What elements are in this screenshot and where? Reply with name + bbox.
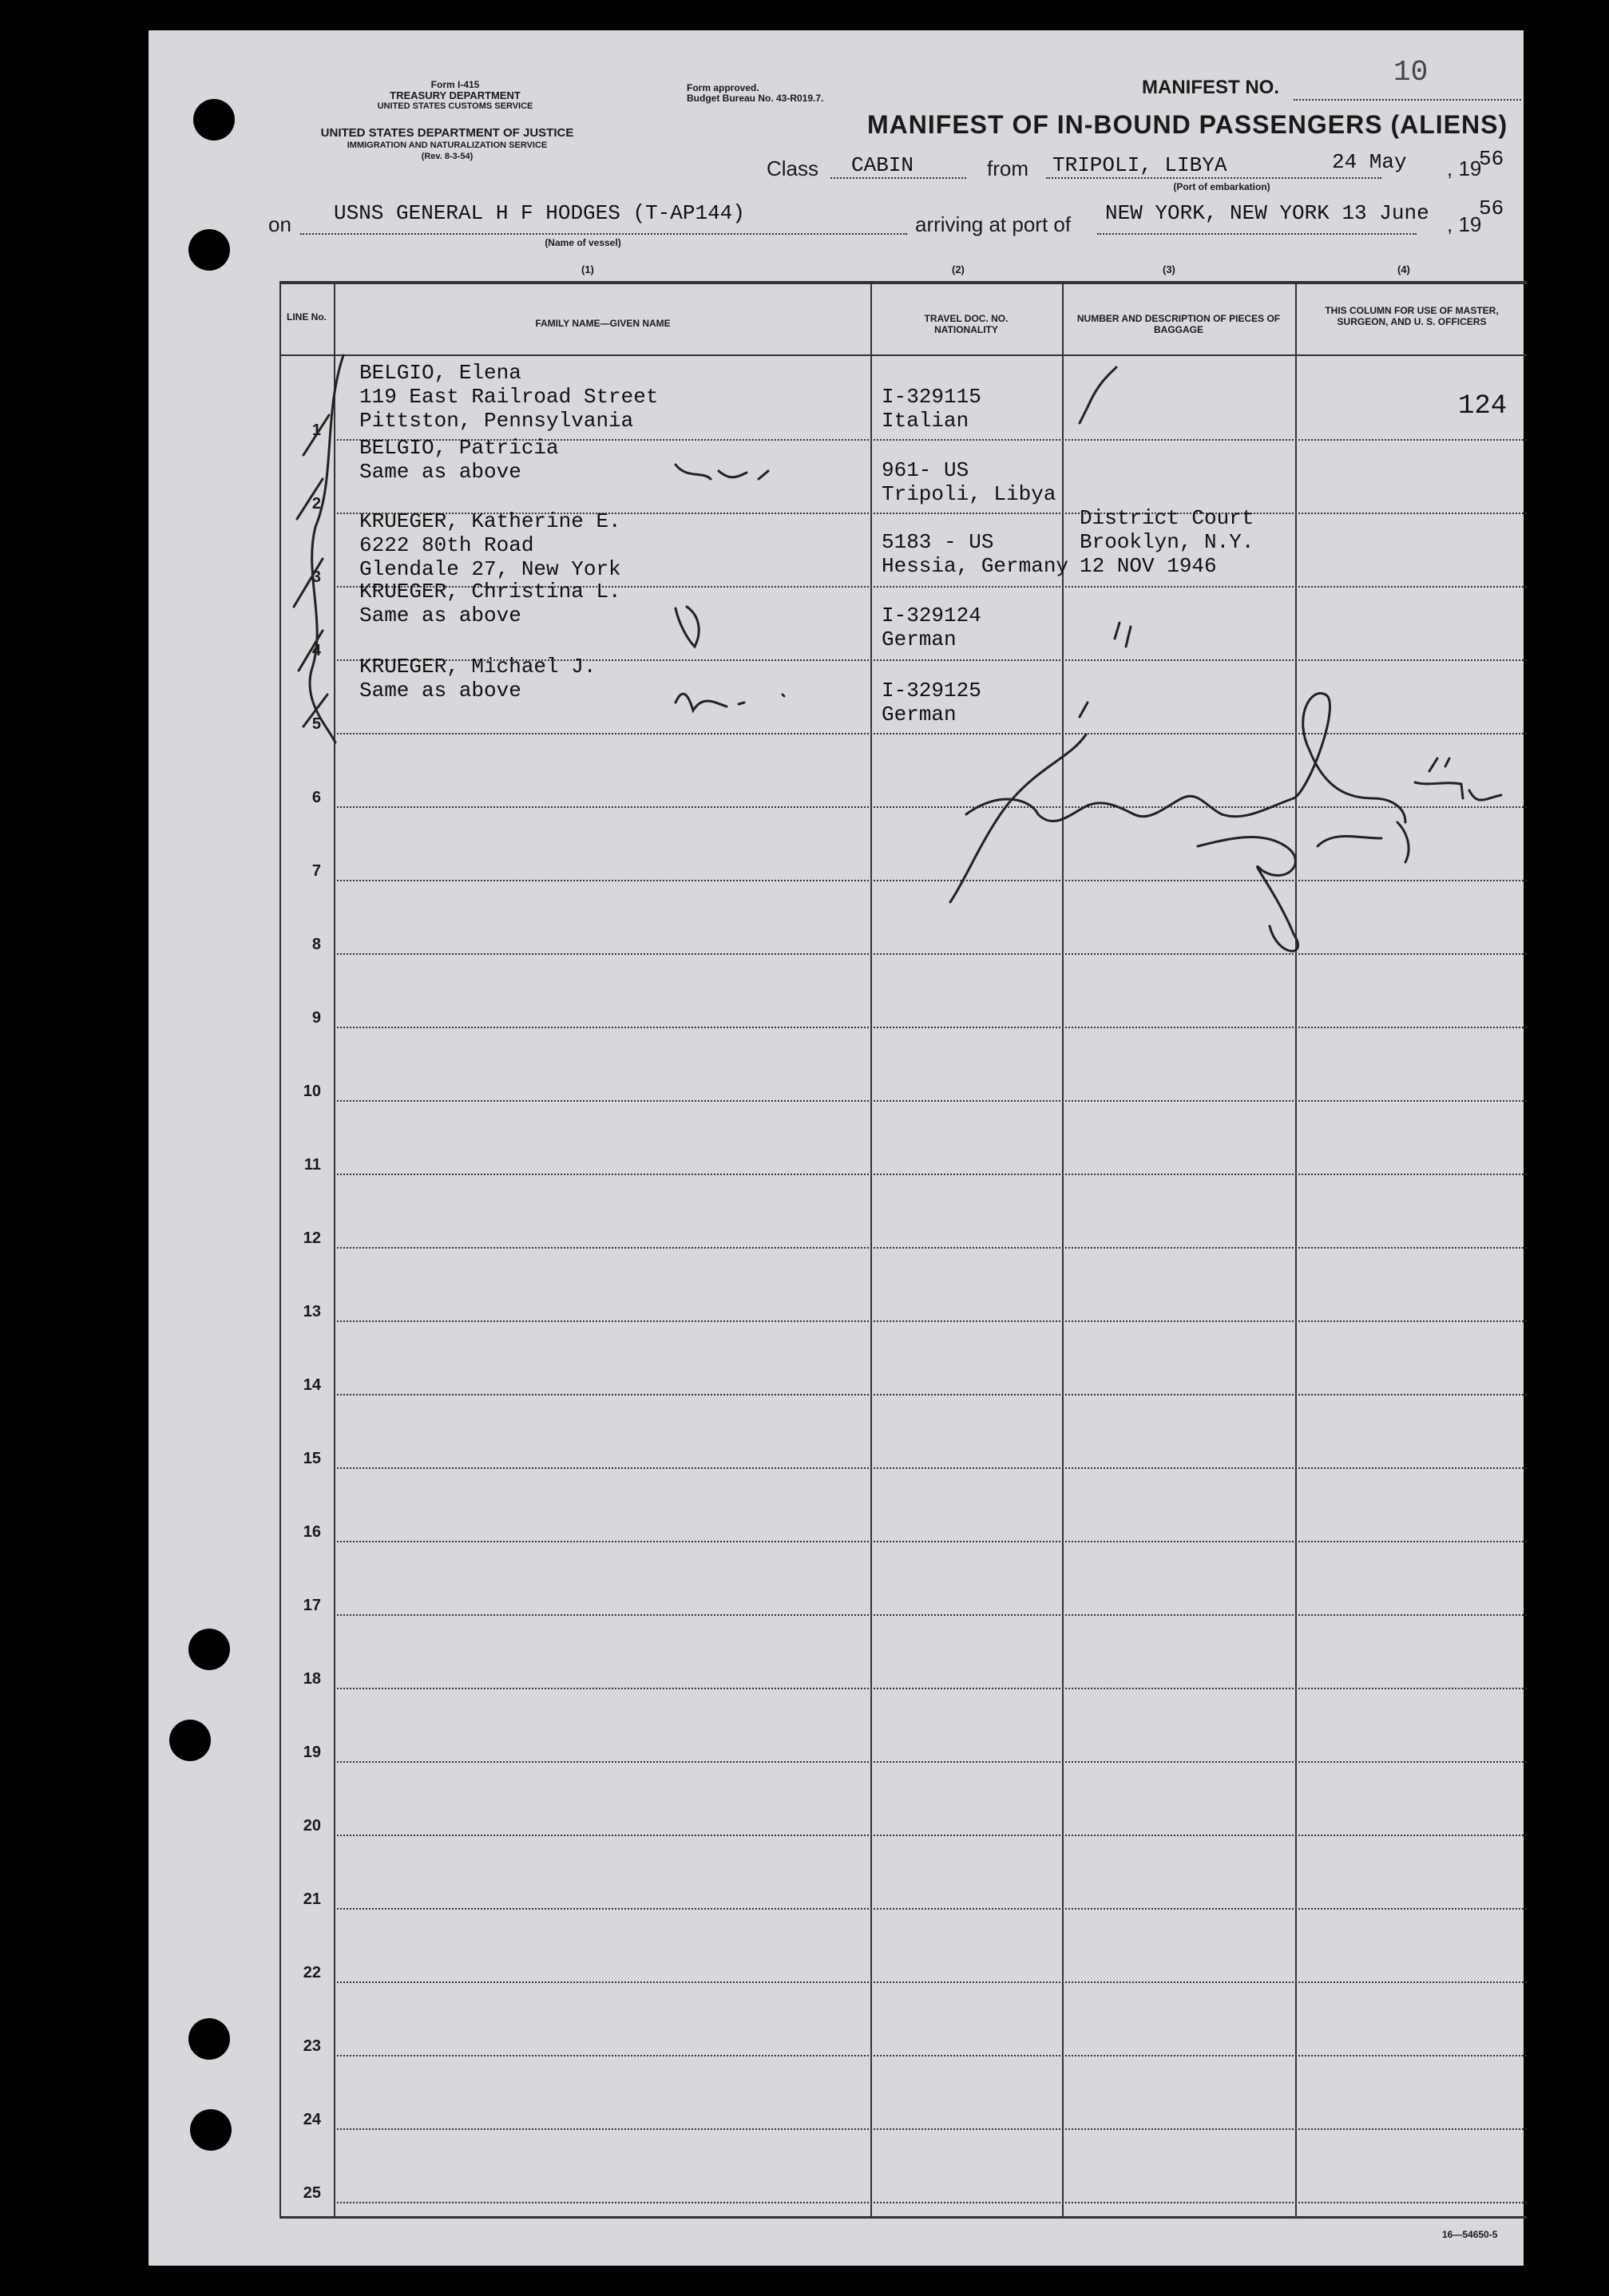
col-num-3: (3): [1163, 263, 1175, 275]
entry-5-name: KRUEGER, Michael J. Same as above: [359, 655, 596, 703]
ins-service: IMMIGRATION AND NATURALIZATION SERVICE: [347, 141, 548, 150]
line-number: 1: [311, 422, 321, 439]
entry-2-doc: 961- US Tripoli, Libya: [882, 458, 1056, 506]
form-number: Form I-415: [430, 79, 480, 90]
on-label: on: [268, 212, 291, 236]
line-number: 2: [311, 495, 321, 513]
line-number: 11: [303, 1156, 321, 1174]
entry-4-doc: I-329124 German: [882, 604, 981, 651]
entry-5-doc: I-329125 German: [882, 679, 981, 726]
header-name: FAMILY NAME—GIVEN NAME: [535, 318, 671, 329]
line-number: 15: [303, 1450, 321, 1467]
port-caption: (Port of embarkation): [1173, 181, 1270, 192]
line-number: 4: [311, 642, 321, 659]
col-num-4: (4): [1397, 263, 1410, 275]
line-number: 23: [303, 2037, 321, 2055]
line-number: 18: [303, 1670, 321, 1688]
budget-bureau: Budget Bureau No. 43-R019.7.: [687, 93, 824, 104]
treasury-dept: TREASURY DEPARTMENT: [390, 89, 521, 101]
line-number: 19: [303, 1744, 321, 1761]
entry-1-doc: I-329115 Italian: [882, 385, 981, 433]
line-number: 14: [303, 1376, 321, 1394]
line-number: 5: [311, 715, 321, 733]
embarkation-port: TRIPOLI, LIBYA: [1052, 153, 1227, 177]
arrival-year-prefix: , 19: [1447, 212, 1482, 236]
line-number: 17: [303, 1597, 321, 1614]
manifest-title: MANIFEST OF IN-BOUND PASSENGERS (ALIENS): [867, 110, 1508, 139]
entry-3-name: KRUEGER, Katherine E. 6222 80th Road Glendale 27, New York: [359, 509, 621, 581]
arrival-year: 56: [1479, 196, 1504, 220]
header-baggage: NUMBER AND DESCRIPTION OF PIECES OF BAGGAGE: [1076, 313, 1281, 335]
col-num-1: (1): [581, 263, 594, 275]
line-number: 3: [311, 568, 321, 586]
arriving-label: arriving at port of: [915, 212, 1072, 236]
line-number: 21: [303, 1890, 321, 1908]
vessel-caption: (Name of vessel): [545, 237, 621, 248]
departure-date: 24 May: [1332, 150, 1407, 174]
justice-dept: UNITED STATES DEPARTMENT OF JUSTICE: [320, 126, 574, 140]
entry-1-officer: 124: [1458, 391, 1508, 422]
line-number: 10: [303, 1083, 321, 1100]
entry-3-baggage: District Court Brooklyn, N.Y. 12 NOV 1946: [1080, 506, 1254, 578]
header-travel-doc: TRAVEL DOC. NO. NATIONALITY: [924, 313, 1009, 335]
vessel-name: USNS GENERAL H F HODGES (T-AP144): [334, 201, 745, 225]
line-number: 8: [311, 936, 321, 953]
col-num-2: (2): [952, 263, 965, 275]
line-number: 25: [303, 2184, 321, 2202]
header-officers: THIS COLUMN FOR USE OF MASTER, SURGEON, AND U. S. OFFICERS: [1325, 305, 1499, 327]
line-number: 13: [303, 1303, 321, 1320]
header-line-no: LINE No.: [287, 311, 327, 323]
footer-code: 16—54650-5: [1442, 2229, 1498, 2240]
class-label: Class: [767, 156, 819, 180]
class-value: CABIN: [851, 153, 914, 177]
manifest-no-label: MANIFEST NO.: [1142, 77, 1279, 98]
entry-3-doc: 5183 - US Hessia, Germany: [882, 530, 1069, 578]
line-number: 9: [311, 1009, 321, 1027]
line-number: 16: [303, 1523, 321, 1541]
year-prefix: , 19: [1447, 156, 1482, 180]
revision: (Rev. 8-3-54): [421, 152, 474, 161]
manifest-no: 10: [1393, 56, 1429, 89]
from-label: from: [987, 156, 1028, 180]
line-number: 20: [303, 1817, 321, 1835]
line-number: 12: [303, 1229, 321, 1247]
customs-service: UNITED STATES CUSTOMS SERVICE: [377, 101, 533, 111]
form-approved: Form approved.: [687, 82, 759, 93]
line-number: 6: [311, 789, 321, 806]
entry-1-name: BELGIO, Elena 119 East Railroad Street Pittston, Pennsylvania: [359, 361, 659, 433]
line-number: 7: [311, 862, 321, 880]
arrival-port: NEW YORK, NEW YORK 13 June: [1105, 201, 1429, 225]
line-number: 22: [303, 1964, 321, 1981]
entry-2-name: BELGIO, Patricia Same as above: [359, 436, 559, 484]
departure-year: 56: [1479, 147, 1504, 171]
line-number: 24: [303, 2111, 321, 2128]
entry-4-name: KRUEGER, Christina L. Same as above: [359, 580, 621, 627]
